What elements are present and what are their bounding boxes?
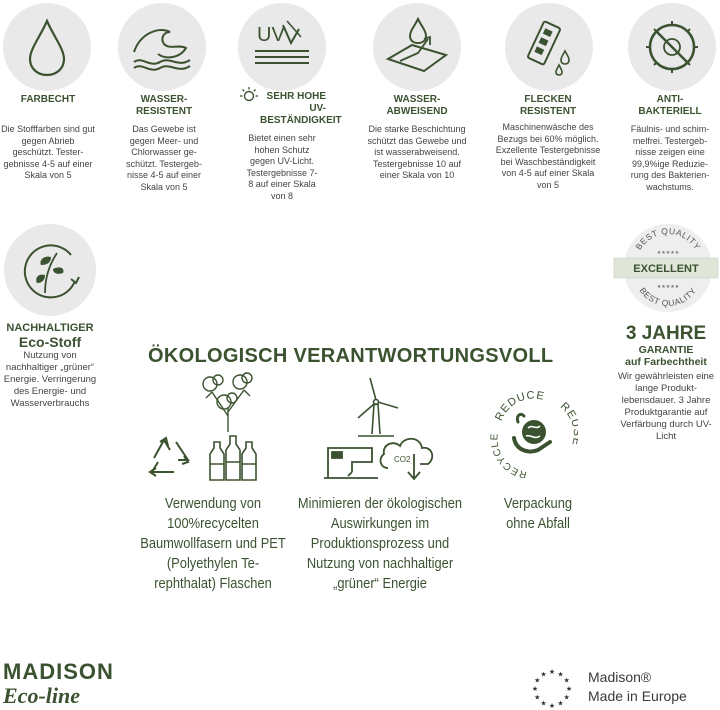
stain-icon-circle xyxy=(505,3,593,91)
feature-description: Bietet einen sehr hohen Schutz gegen UV-Licht. Testergebnisse 7-8 auf einer Skala von 8 xyxy=(246,133,318,201)
eu-star: ★ xyxy=(540,671,547,679)
feature-title: SEHR HOHE UV- BESTÄNDIGKEIT xyxy=(260,91,342,126)
feature-description: Die Stofffarben sind gut gegen Abrieb geschützt. Tester- gebnisse 4-5 auf einer Skala von 5 xyxy=(1,124,95,180)
eu-star: ★ xyxy=(534,694,541,702)
feature-description: Das Gewebe ist gegen Meer- und Chlorwasser ge- schützt. Testergeb- nisse 4-5 auf einer Skala von 5 xyxy=(126,124,202,192)
wave-icon xyxy=(130,22,194,72)
reduce-reuse-recycle-group xyxy=(488,388,578,478)
feature-title: ANTI- BAKTERIELL xyxy=(638,94,702,117)
feature-uv xyxy=(236,88,342,202)
eu-star: ★ xyxy=(557,671,564,679)
badge-ribbon-text: EXCELLENT xyxy=(633,263,699,275)
eu-star: ★ xyxy=(548,703,556,710)
ring-reduce: REDUCE xyxy=(493,389,546,423)
drop-icon-circle xyxy=(3,3,91,91)
guarantee-subtitle1: GARANTIE xyxy=(638,344,694,356)
reduce-reuse-recycle-icon xyxy=(488,388,578,478)
section-title: ÖKOLOGISCH VERANTWORTUNGSVOLL xyxy=(148,345,554,367)
made-in-europe xyxy=(588,668,687,706)
windmill-sewing-co2-group xyxy=(318,374,442,484)
wave-icon-circle xyxy=(118,3,206,91)
feature-farbecht xyxy=(0,94,96,182)
feature-title: FARBECHT xyxy=(20,94,76,105)
eu-stars-icon xyxy=(530,666,574,710)
feature-flecken-resistent xyxy=(494,94,602,191)
eco-title-line2: Eco-Stoff xyxy=(18,334,82,350)
svg-text:REDUCE xyxy=(493,389,546,422)
leaf-recycle-icon xyxy=(15,235,85,305)
svg-text:RECYCLE xyxy=(489,432,528,478)
guarantee-subtitle2: auf Farbechtheit xyxy=(625,356,707,368)
sun-icon xyxy=(238,86,260,104)
antibacterial-icon-circle xyxy=(628,3,716,91)
feature-title: WASSER- ABWEISEND xyxy=(386,94,448,117)
cotton-bottles-group xyxy=(140,372,260,482)
eco-title-line1: NACHHALTIGER xyxy=(6,322,94,334)
feature-description: Maschinenwäsche des Bezugs bei 60% möglich. Exzellente Testergebnisse bei Waschbeständigkeit von 4-5 auf einer Skala von 5 xyxy=(495,122,601,190)
eu-star: ★ xyxy=(563,694,570,702)
feature-antibakteriell xyxy=(618,94,720,193)
uv-icon-circle xyxy=(238,3,326,91)
svg-text:REUSE xyxy=(558,400,578,447)
eu-star: ★ xyxy=(548,669,556,676)
made-line1: Madison® xyxy=(588,669,652,685)
drop-icon xyxy=(22,17,72,77)
stain-icon xyxy=(519,15,579,79)
quality-badge-icon xyxy=(610,220,720,320)
brand-logo xyxy=(3,660,114,708)
uv-icon-label: UV xyxy=(257,24,285,46)
brand-line: Eco-line xyxy=(3,683,80,708)
ring-reuse: RE xyxy=(557,400,578,422)
eu-star: ★ xyxy=(534,677,541,685)
eu-star: ★ xyxy=(563,677,570,685)
feature-wasser-abweisend xyxy=(365,94,469,182)
column-recycled-text: Verwendung von 100%recycelten Baumwollfasern und PET (Polyethylen Te- rephthalat) Flaschen xyxy=(140,495,286,592)
feature-description: Die starke Beschichtung schützt das Gewebe und ist wasserabweisend. Testergebnisse 10 auf einer Skala von 10 xyxy=(367,124,467,180)
column-ecological-text: Minimieren der ökologischen Auswirkungen im Produktionsprozess und Nutzung von nachhaltiger „grüner“ Energie xyxy=(297,495,463,592)
cotton-bottles-icon xyxy=(140,372,260,482)
eu-star: ★ xyxy=(557,700,564,708)
guarantee-block xyxy=(610,324,720,443)
feature-wasser-resistent xyxy=(120,94,208,193)
windmill-sewing-co2-icon xyxy=(318,374,442,484)
quality-badge xyxy=(610,220,720,320)
badge-stars-top: ★★★★★ xyxy=(656,250,680,256)
made-line2: Made in Europe xyxy=(588,688,687,704)
eco-stoff-block xyxy=(0,322,100,410)
ring-recycle: RECYCLE xyxy=(489,432,528,478)
uv-icon xyxy=(247,17,317,77)
co2-label: CO2 xyxy=(394,455,411,464)
water-repellent-icon xyxy=(382,15,452,79)
feature-description: Fäulnis- und schim- melfrei. Testergeb- nisse zeigen eine 99,9%ige Reduzie- rung des Bakterien- wachstums. xyxy=(630,124,710,192)
antibacterial-icon xyxy=(640,15,704,79)
eu-star: ★ xyxy=(540,700,547,708)
badge-stars-bottom: ★★★★★ xyxy=(656,284,680,290)
feature-title: FLECKEN RESISTENT xyxy=(519,94,577,117)
feature-title: WASSER- RESISTENT xyxy=(135,94,193,117)
eu-star: ★ xyxy=(565,686,573,693)
guarantee-title: 3 JAHRE xyxy=(625,323,707,344)
badge-bottom-text: BEST QUALITY xyxy=(637,285,699,309)
column-packaging-text: Verpackung ohne Abfall xyxy=(503,495,573,532)
water-repellent-icon-circle xyxy=(373,3,461,91)
eco-description: Nutzung von nachhaltiger „grüner“ Energie. Verringerung des Energie- und Wasserverbrauchs xyxy=(3,350,97,409)
brand-name: MADISON xyxy=(3,659,114,684)
badge-top-text: BEST QUALITY xyxy=(633,225,703,252)
guarantee-description: Wir gewährleisten eine lange Produkt- lebensdauer. 3 Jahre Produktgarantie auf Verfärbung durch UV-Licht xyxy=(617,371,715,442)
leaf-recycle-icon-circle xyxy=(4,224,96,316)
eu-star: ★ xyxy=(531,686,539,693)
